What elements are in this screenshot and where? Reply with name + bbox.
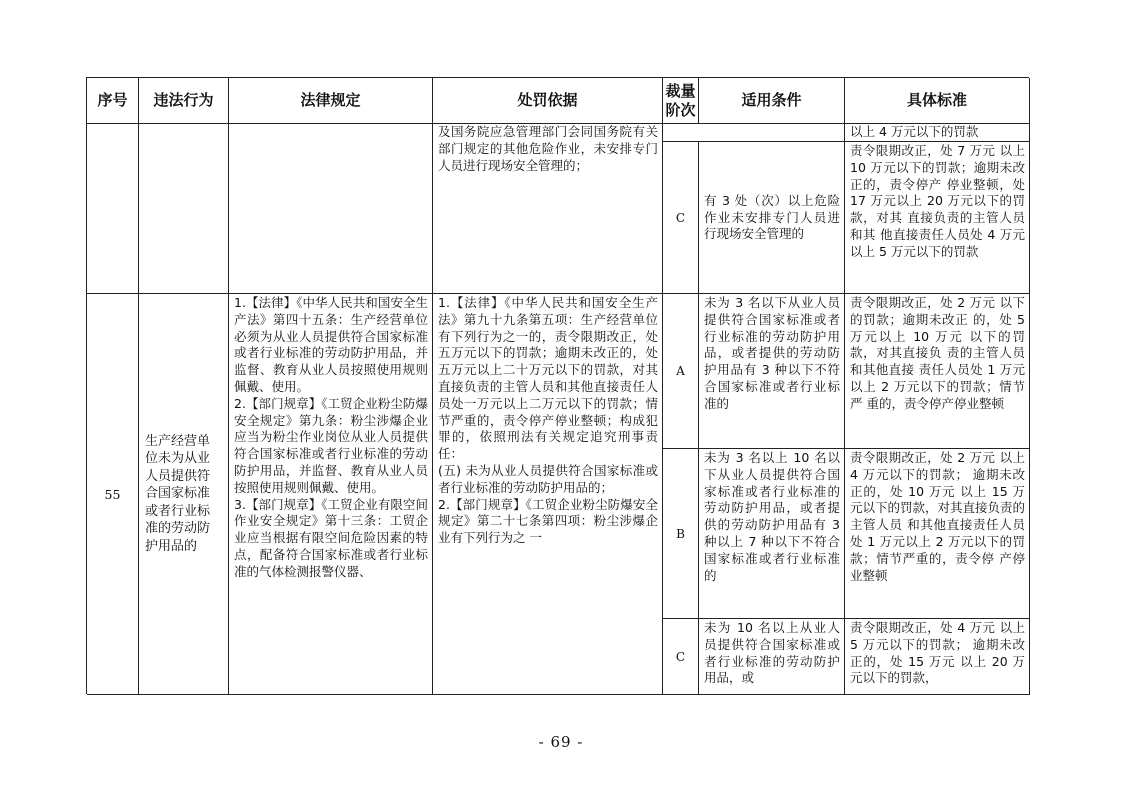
header-law: 法律规定 — [229, 78, 433, 124]
row55-standard-a: 责令限期改正，处 2 万元 以下的罚款；逾期未改正 的，处 5 万元以上 10 万元 以下的罚款，对其直接负 责的主管人员和其他直接 责任人员处 1 万元以上 2 万元以下的罚款；情节严 重的，责令停产停业整顿 — [845, 294, 1030, 449]
continued-standard-tail: 以上 4 万元以下的罚款 — [845, 124, 1030, 142]
continued-law-cell — [229, 124, 433, 294]
row55-law: 1.【法律】《中华人民共和国安全生产法》第四十五条：生产经营单位必须为从业人员提供符合国家标准或者行业标准的劳动防护用品，并监督、教育从业人员按照使用规则佩戴、使用。 2.【部门规章】《工贸企业粉尘防爆安全规定》第九条：粉尘涉爆企业应当为粉尘作业岗位从业人员提供符合国家标准或者行业标准的劳动防护用品，并监督、教育从业人员按照使用规则佩戴、使用。 3.【部门规章】《工贸企业有限空间作业安全规定》第十三条：工贸企业应当根据有限空间危险因素的特点，配备符合国家标准或者行业标准的气体检测报警仪器、 — [229, 294, 433, 695]
continued-level-block — [663, 124, 1030, 294]
continued-basis-text: 及国务院应急管理部门会同国务院有关部门规定的其他危险作业，未安排专门人员进行现场安全管理的； — [433, 124, 663, 294]
header-standard: 具体标准 — [845, 78, 1030, 124]
header-level: 裁量 阶次 — [663, 78, 699, 124]
continued-condition-c — [699, 142, 845, 294]
row55-seq: 55 — [87, 294, 139, 695]
row55-standard-c: 责令限期改正，处 4 万元 以上 5 万元以下的罚款； 逾期未改正的，处 15 万元 以上 20 万元以下的罚款， — [845, 619, 1030, 695]
row55-condition-b: 未为 3 名以上 10 名以下从业人员提供符合国家标准或者行业标准的劳动防护用品，或者提供的劳动防护用品有 3 种以上 7 种以下不符合国家标准或者行业标准的 — [699, 449, 845, 619]
continued-seq-cell — [87, 124, 139, 294]
continued-tail-spacer — [663, 124, 845, 142]
row55-condition-a: 未为 3 名以下从业人员提供符合国家标准或者行业标准的劳动防护用品，或者提供的劳动防护用品有 3 种以下不符合国家标准或者行业标准的 — [699, 294, 845, 449]
row55-level-a: A — [663, 294, 699, 449]
row55-basis: 1.【法律】《中华人民共和国安全生产法》第九十九条第五项：生产经营单位有下列行为之一的，责令限期改正，处五万元以下的罚款；逾期未改正的，处五万元以上二十万元以下的罚款，对其直接负责的主管人员和其他直接责任人员处一万元以上二万元以下的罚款；情节严重的，责令停产停业整顿；构成犯罪的，依照刑法有关规定追究刑事责任： (五) 未为从业人员提供符合国家标准或者行业标准的劳动防护用品的； 2.【部门规章】《工贸企业粉尘防爆安全规定》第二十七条第四项：粉尘涉爆企业有下列行为之 一 — [433, 294, 663, 695]
continued-standard-c: 责令限期改正，处 7 万元 以上 10 万元以下的罚款；逾期未改正的，责令停产 停业整顿，处 17 万元以上 20 万元以下的罚款，对其 直接负责的主管人员和其 他直接责任人员处 4 万元以上 5 万元以下的罚款 — [845, 142, 1030, 294]
row55-violation-text: 生产经营单位未为从业人员提供符合国家标准或者行业标准的劳动防护用品的 — [145, 433, 211, 554]
row55-level-c: C — [663, 619, 699, 695]
continued-condition-c-text: 有 3 处（次）以上危险作业未安排专门人员进行现场安全管理的 — [704, 192, 840, 242]
header-basis: 处罚依据 — [433, 78, 663, 124]
row55-violation — [139, 294, 229, 695]
row55-standard-b: 责令限期改正，处 2 万元 以上 4 万元以下的罚款； 逾期未改正的，处 10 万元 以上 15 万元以下的罚款，对其直接负责的主管人员 和其他直接责任人员处 1 万元以上 2 万元以下的罚款；情节严重的，责令停 产停业整顿 — [845, 449, 1030, 619]
continued-level-c: C — [663, 142, 699, 294]
penalty-table — [86, 77, 1029, 694]
row55-condition-c: 未为 10 名以上从业人员提供符合国家标准或者行业标准的劳动防护用品，或 — [699, 619, 845, 695]
row55-level-b: B — [663, 449, 699, 619]
header-violation: 违法行为 — [139, 78, 229, 124]
page-number: - 69 - — [538, 733, 584, 751]
header-seq: 序号 — [87, 78, 139, 124]
header-condition: 适用条件 — [699, 78, 845, 124]
continued-violation-cell — [139, 124, 229, 294]
